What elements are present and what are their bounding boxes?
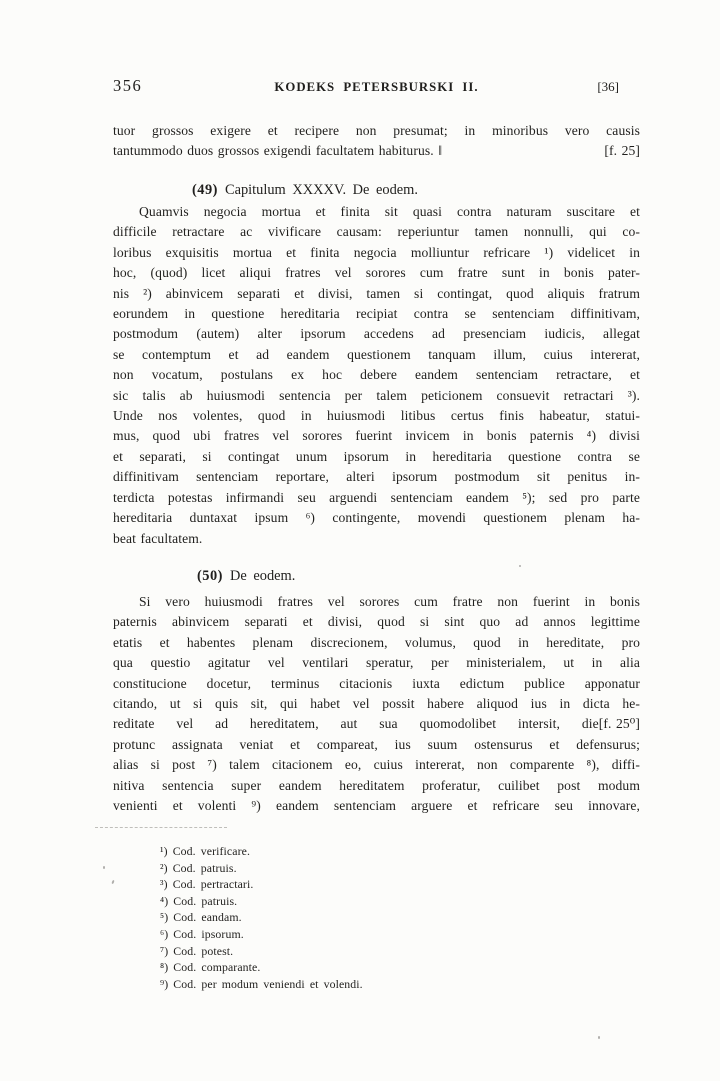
line-text: tuor grossos exigere et recipere non presumat; in minoribus vero causis [113, 123, 640, 138]
line-text: nitiva sentencia super eandem hereditatem proferatur, cuilibet post modum [113, 777, 640, 793]
line-text: reditate vel ad hereditatem, aut sua quomodolibet intersit, die [113, 716, 599, 732]
chapter-50-number: (50) [197, 568, 223, 584]
line-text: ⁵) Cod. eandam. [160, 910, 242, 925]
line-text: loribus exquisitis mortua et finita negocia molliuntur refricare ¹) videlicet in [113, 244, 640, 260]
line-text: qua questio agitatur vel ventilari speratur, per ministerialem, ut in alia [113, 655, 640, 671]
line-text: beat facultatem. [113, 530, 203, 546]
chapter-49-paragraph [113, 202, 640, 549]
line-text: difficile retractare ac vivificare causam: reperiuntur tamen nonnulli, qui co- [113, 224, 640, 240]
text-line [160, 943, 630, 960]
text-line [113, 735, 640, 755]
running-title: KODEKS PETERSBURSKI II. [274, 80, 479, 94]
scan-speck [103, 866, 105, 869]
text-line [160, 860, 630, 877]
text-line [113, 141, 640, 161]
text-line [113, 714, 640, 734]
chapter-49-number: (49) [192, 182, 218, 198]
issue-number: [36] [597, 79, 619, 94]
line-text: Si vero huiusmodi fratres vel sorores cum fratre non fuerint in bonis [139, 594, 640, 609]
text-line [113, 529, 640, 549]
line-text: et separati, si contingat unum ipsorum in hereditaria questione contra se [113, 448, 640, 464]
line-text: hereditaria duntaxat ipsum ⁶) contingente, movendi questionem plenam ha- [113, 510, 640, 526]
text-line [113, 386, 640, 406]
text-line [113, 447, 640, 467]
text-line [160, 976, 630, 993]
line-text: ⁶) Cod. ipsorum. [160, 926, 244, 941]
text-line [113, 121, 640, 141]
footnotes [160, 843, 630, 992]
scan-speck [111, 880, 114, 884]
folio-mark: [f. 25⁰] [598, 716, 640, 732]
line-text: mus, quod ubi fratres vel sorores fuerint invicem in bonis paternis ⁴) divisi [113, 428, 640, 444]
line-text: ²) Cod. patruis. [160, 860, 237, 875]
text-line [113, 426, 640, 446]
line-text: protunc assignata veniat et compareat, ius suum ostensurus et defensurus; [113, 736, 640, 752]
text-line [113, 612, 640, 632]
text-line [113, 694, 640, 714]
line-text: diffinitivam sentenciam reportare, alteri ipsorum postmodum sit penitus in- [113, 469, 640, 485]
text-line [160, 843, 630, 860]
folio-mark: [f. 25] [604, 143, 640, 159]
text-line [113, 324, 640, 344]
line-text: ³) Cod. pertractari. [160, 877, 254, 892]
intro-paragraph [113, 121, 640, 162]
scan-speck [598, 1036, 600, 1039]
line-text: ⁹) Cod. per modum veniendi et volendi. [160, 976, 363, 991]
line-text: Quamvis negocia mortua et finita sit quasi contra naturam suscitare et [139, 204, 640, 219]
chapter-50-heading [113, 568, 640, 585]
line-text: paternis abinvicem separati et divisi, quod si sint quo ad annos legittime [113, 614, 640, 630]
page-header [113, 76, 640, 96]
line-text: nis ²) abinvicem separati et divisi, tamen si contingat, quod aliquis fratrum [113, 285, 640, 301]
line-text: non vocatum, postulans ex hoc debere eandem sentenciam retractare, et [113, 367, 640, 383]
text-line [113, 592, 640, 612]
text-line [113, 304, 640, 324]
text-line [113, 653, 640, 673]
text-line [160, 926, 630, 943]
text-line [160, 893, 630, 910]
line-text: ⁸) Cod. comparante. [160, 960, 261, 975]
footnote-separator [95, 827, 227, 828]
line-text: ⁷) Cod. potest. [160, 943, 234, 958]
text-line [113, 674, 640, 694]
text-line [113, 633, 640, 653]
text-line [113, 467, 640, 487]
text-line [113, 345, 640, 365]
line-text: tantummodo duos grossos exigendi facultatem habiturus. ‖ [113, 143, 443, 159]
line-text: postmodum (autem) alter ipsorum accedens ad presenciam iudicis, allegat [113, 326, 640, 342]
chapter-50-title: De eodem. [229, 568, 296, 584]
line-text: venienti et volenti ⁹) eandem sentenciam arguere et refricare seu innovare, [113, 798, 640, 814]
line-text: se contemptum et ad eandem questionem tanquam illum, cuius intererat, [113, 346, 640, 362]
line-text: ⁴) Cod. patruis. [160, 893, 238, 908]
text-line [113, 406, 640, 426]
chapter-49-title: Capitulum XXXXV. De eodem. [224, 182, 418, 198]
line-text: terdicta potestas infirmandi seu arguendi sentenciam eandem ⁵); sed pro parte [113, 489, 640, 505]
text-line [113, 508, 640, 528]
text-line [113, 222, 640, 242]
text-line [113, 263, 640, 283]
text-line [113, 284, 640, 304]
line-text: ¹) Cod. verificare. [160, 844, 251, 858]
line-text: citando, ut si quis sit, qui habet vel possit habere aliquod ius in dicta he- [113, 696, 640, 712]
text-line [160, 959, 630, 976]
page-number: 356 [113, 76, 143, 95]
line-text: constitucione docetur, terminus citacionis iuxta edictum publice apponatur [113, 675, 640, 691]
line-text: etatis et habentes plenam discrecionem, volumus, quod in hereditate, pro [113, 634, 640, 650]
text-line [113, 755, 640, 775]
chapter-50-paragraph [113, 592, 640, 816]
text-line [113, 488, 640, 508]
text-line [160, 876, 630, 893]
chapter-49-heading [113, 182, 640, 199]
line-text: alias si post ⁷) talem citacionem eo, cuius intererat, non comparente ⁸), diffi- [113, 757, 640, 773]
text-line [113, 243, 640, 263]
scan-speck [519, 565, 521, 567]
text-line [160, 909, 630, 926]
text-line [113, 365, 640, 385]
line-text: hoc, (quod) licet aliqui fratres vel sorores cum fratre sunt in bonis pater- [113, 265, 640, 281]
line-text: eorundem in questione hereditaria recipiat contra se sentenciam diffinitivam, [113, 306, 640, 322]
line-text: sic talis ab huiusmodi sentencia per talem peticionem consuevit retractari ³). [113, 387, 640, 403]
text-line [113, 776, 640, 796]
text-line [113, 202, 640, 222]
text-line [113, 796, 640, 816]
line-text: Unde nos volentes, quod in huiusmodi litibus certus finis habeatur, statui- [113, 408, 640, 424]
